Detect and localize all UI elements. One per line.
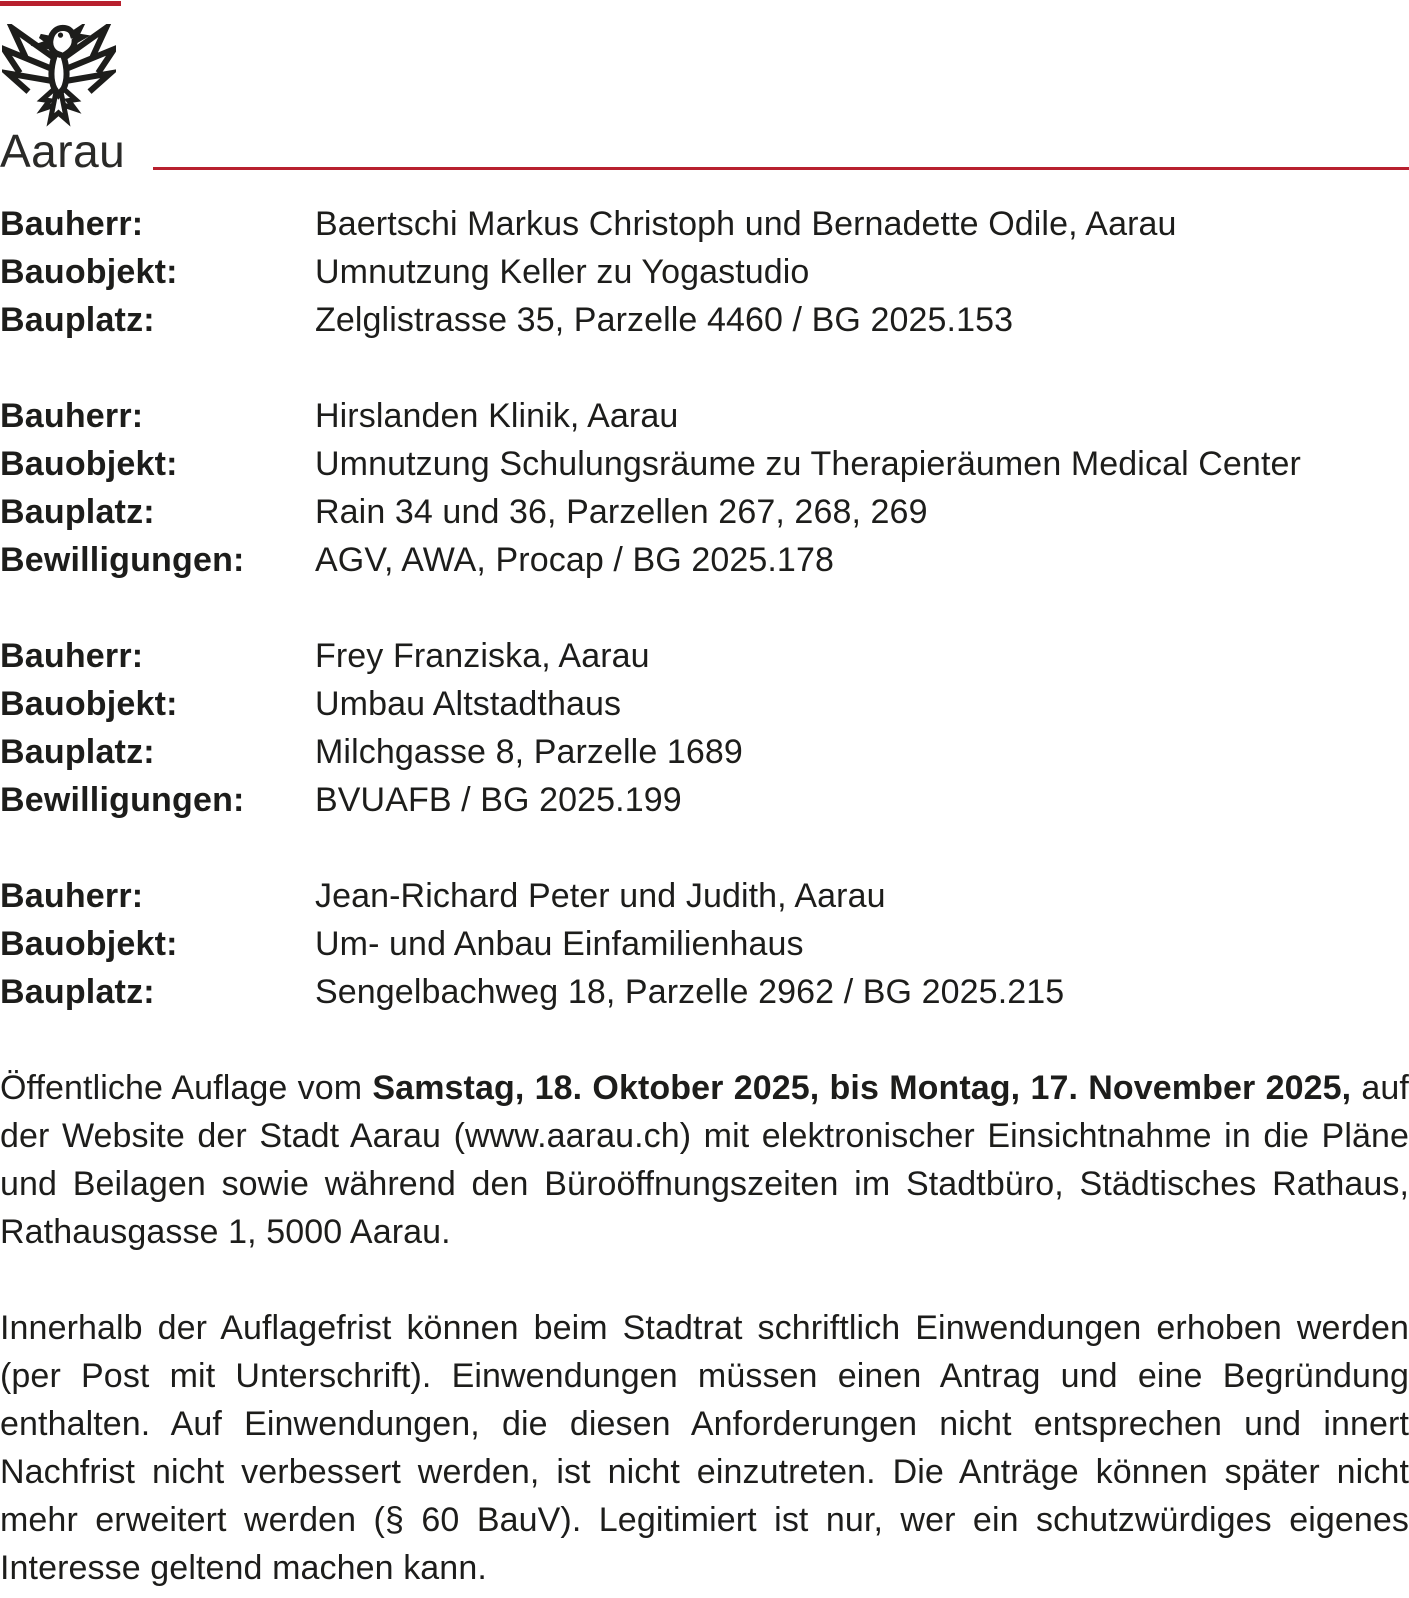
notice-field-label: Bauherr:: [0, 637, 144, 675]
notice-row: [0, 632, 1409, 680]
notice-row: [0, 968, 1409, 1016]
einwendungen-paragraph: Innerhalb der Auflagefrist können beim Stadtrat schriftlich Einwendungen erhoben werden (per Post mit Unterschrift). Einwendungen müssen einen Antrag und eine Begründung enthalten. Auf Einwendungen, die diesen Anforderungen nicht entsprechen und innert Nachfrist nicht verbessert werden, ist nicht einzutreten. Die Anträge können später nicht mehr erweitert werden (§ 60 BauV). Legitimiert ist nur, wer ein schutzwürdiges eigenes Interesse geltend machen kann.: [0, 1309, 1409, 1587]
notice-field-value: AGV, AWA, Procap / BG 2025.178: [315, 541, 834, 579]
notice-row: [0, 872, 1409, 920]
notice-field-value: Umbau Altstadthaus: [315, 685, 622, 723]
header-divider-rule: [153, 167, 1409, 170]
city-wordmark: Aarau: [0, 125, 126, 177]
notice-field-label: Bewilligungen:: [0, 781, 245, 819]
notice-field-label: Bauherr:: [0, 877, 144, 915]
notice-field-value: Umnutzung Keller zu Yogastudio: [315, 253, 810, 291]
notice-field-value: Zelglistrasse 35, Parzelle 4460 / BG 2025.153: [315, 301, 1014, 339]
notice-row: [0, 488, 1409, 536]
auflage-text-after: auf der Website der Stadt Aarau (www.aarau.ch) mit elektronischer Einsichtnahme in die Pläne und Beilagen sowie während den Büroöffnungszeiten im Stadtbüro, Städtisches Rathaus, Rathausgasse 1, 5000 Aarau.: [0, 1069, 1409, 1251]
notice-field-value: BVUAFB / BG 2025.199: [315, 781, 682, 819]
notice-field-value: Rain 34 und 36, Parzellen 267, 268, 269: [315, 493, 928, 531]
notice-field-label: Bauplatz:: [0, 733, 155, 771]
auflage-paragraph: [0, 1064, 1409, 1256]
notice-row: [0, 536, 1409, 584]
notice-field-value: Hirslanden Klinik, Aarau: [315, 397, 679, 435]
notice-field-label: Bauplatz:: [0, 301, 155, 339]
notice-field-label: Bauherr:: [0, 205, 144, 243]
notice-content: [0, 200, 1409, 1592]
accent-top-bar: [0, 1, 121, 6]
notice-block: [0, 200, 1409, 344]
notice-field-value: Um- und Anbau Einfamilienhaus: [315, 925, 804, 963]
notice-field-value: Milchgasse 8, Parzelle 1689: [315, 733, 743, 771]
notice-row: [0, 920, 1409, 968]
notice-block: [0, 392, 1409, 584]
notice-row: [0, 248, 1409, 296]
notice-row: [0, 776, 1409, 824]
eagle-icon: [2, 24, 116, 134]
notice-row: [0, 296, 1409, 344]
notice-field-value: Sengelbachweg 18, Parzelle 2962 / BG 2025.215: [315, 973, 1065, 1011]
notice-field-label: Bewilligungen:: [0, 541, 245, 579]
notice-field-label: Bauherr:: [0, 397, 144, 435]
notice-field-label: Bauplatz:: [0, 493, 155, 531]
notice-block: [0, 632, 1409, 824]
notice-field-value: Baertschi Markus Christoph und Bernadette Odile, Aarau: [315, 205, 1177, 243]
notice-field-value: Umnutzung Schulungsräume zu Therapieräumen Medical Center: [315, 445, 1301, 483]
notice-field-label: Bauobjekt:: [0, 253, 178, 291]
notice-block: [0, 872, 1409, 1016]
auflage-text-before: Öffentliche Auflage vom: [0, 1069, 373, 1107]
notice-field-label: Bauobjekt:: [0, 685, 178, 723]
notice-row: [0, 200, 1409, 248]
notice-field-label: Bauobjekt:: [0, 925, 178, 963]
notice-row: [0, 440, 1409, 488]
notice-field-label: Bauobjekt:: [0, 445, 178, 483]
notice-field-value: Frey Franziska, Aarau: [315, 637, 650, 675]
notice-field-label: Bauplatz:: [0, 973, 155, 1011]
notice-row: [0, 680, 1409, 728]
notice-field-value: Jean-Richard Peter und Judith, Aarau: [315, 877, 886, 915]
notice-row: [0, 728, 1409, 776]
notice-row: [0, 392, 1409, 440]
auflage-date-range: Samstag, 18. Oktober 2025, bis Montag, 17. November 2025,: [372, 1069, 1352, 1107]
